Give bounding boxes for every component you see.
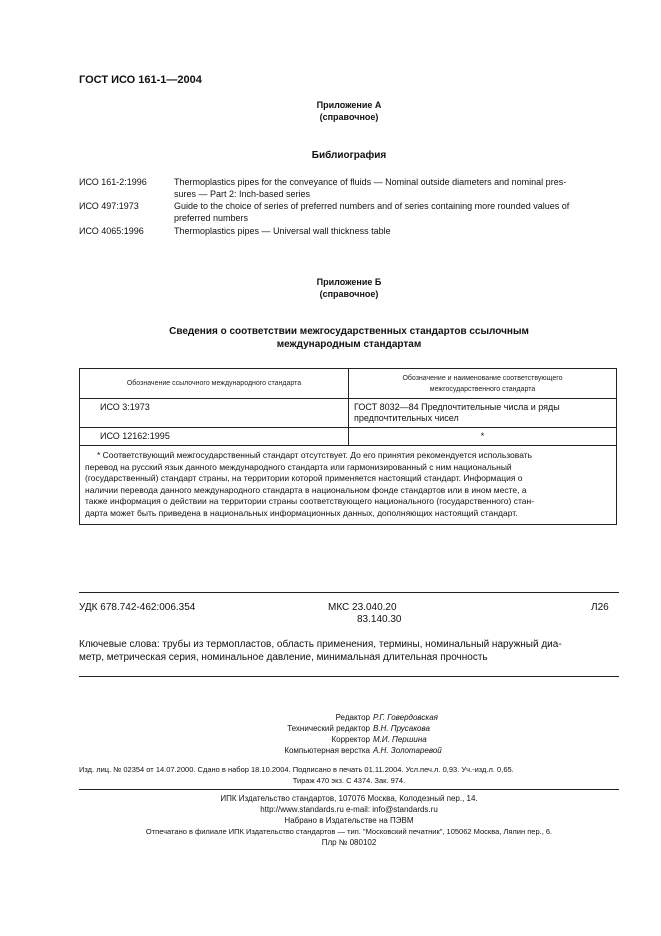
table-note-line: наличии перевода данного международного стандарта в национальном фонде стандартов или в ином месте, а [85, 484, 527, 495]
table-cell-national [349, 399, 617, 428]
udk-code: УДК 678.742-462:006.354 [79, 602, 196, 613]
table-note-row [80, 446, 617, 525]
annex-a-subtitle: (справочное) [319, 112, 379, 122]
divider [79, 789, 619, 790]
credit-role: Редактор [335, 713, 370, 722]
credit-role: Корректор [331, 735, 370, 744]
annex-b-heading-line2: международным стандартам [276, 339, 422, 350]
credit-role: Технический редактор [287, 724, 370, 733]
bibliography-text [174, 176, 619, 200]
annex-b-heading-line1: Сведения о соответствии межгосударственных стандартов ссылочным [169, 326, 529, 337]
document-code: ГОСТ ИСО 161-1—2004 [79, 74, 202, 86]
publisher-line2: http://www.standards.ru e-mail: info@standards.ru [260, 805, 438, 814]
publisher-line5: Плр № 080102 [321, 838, 377, 847]
credit-name: А.Н. Золотаревой [373, 746, 442, 755]
bibliography-item [79, 200, 619, 224]
table-cell-national: * [349, 428, 617, 446]
table-cell-national-line: ГОСТ 8032—84 Предпочтительные числа и ряды [354, 402, 560, 412]
print-info-line1: Изд. лиц. № 02354 от 14.07.2000. Сдано в набор 18.10.2004. Подписано в печать 01.11.2004. Усл.печ.л. 0,93. Уч.-изд.л. 0,65. [79, 765, 514, 774]
table-header-national-line: Обозначение и наименование соответствующего [402, 374, 563, 382]
bibliography-text-line: Thermoplastics pipes for the conveyance of fluids — Nominal outside diameters and nominal pres- [174, 177, 567, 187]
bibliography-text-line: Thermoplastics pipes — Universal wall thickness table [174, 226, 391, 236]
bibliography-item [79, 225, 619, 237]
credit-name: М.И. Першина [373, 735, 427, 744]
annex-a-title: Приложение А [316, 100, 382, 110]
table-header-row [80, 369, 617, 399]
credit-name: Р.Г. Говердовская [373, 713, 438, 722]
table-row [80, 428, 617, 446]
mks-code: МКС 23.040.20 [328, 602, 397, 613]
bibliography-text-line: sures — Part 2: Inch-based series [174, 189, 311, 199]
bibliography-text [174, 200, 619, 224]
keywords-line2: метр, метрическая серия, номинальное давление, минимальная длительная прочность [79, 652, 488, 663]
classification-code: Л26 [591, 602, 609, 613]
table-header-national-line: межгосударственного стандарта [429, 385, 536, 393]
mks-code-2: 83.140.30 [357, 614, 402, 625]
bibliography-code: ИСО 4065:1996 [79, 226, 144, 236]
table-note-line: дарта может быть приведена в национальных информационных данных, дополняющих настоящий стандарт. [85, 507, 518, 518]
table-note [80, 446, 617, 525]
table-cell-intl: ИСО 3:1973 [80, 399, 349, 428]
print-info-line2: Тираж 470 экз. С 4374. Зак. 974. [292, 776, 406, 785]
table-header-national [349, 369, 617, 399]
publisher-line1: ИПК Издательство стандартов, 107076 Москва, Колодезный пер., 14. [220, 794, 478, 803]
table-note-line: * Соответствующий межгосударственный стандарт отсутствует. До его принятия рекомендуется использовать [97, 450, 533, 460]
annex-b-title: Приложение Б [316, 277, 382, 287]
divider [79, 676, 619, 677]
correspondence-table [79, 368, 617, 525]
bibliography-text [174, 225, 619, 237]
bibliography-heading: Библиография [311, 150, 387, 161]
credit-role: Компьютерная верстка [284, 746, 370, 755]
bibliography-item [79, 176, 619, 200]
bibliography-text-line: preferred numbers [174, 213, 249, 223]
table-note-line: (государственный) стандарт страны, на территории которой применяется настоящий стандарт. Информация о [85, 473, 523, 483]
publisher-line4: Отпечатано в филиале ИПК Издательство стандартов — тип. "Московский печатник", 105062 Москва, Лялин пер., 6. [145, 827, 553, 836]
table-row [80, 399, 617, 428]
divider [79, 592, 619, 593]
table-header-intl: Обозначение ссылочного международного стандарта [80, 369, 349, 399]
credit-name: В.Н. Прусакова [373, 724, 430, 733]
bibliography-text-line: Guide to the choice of series of preferred numbers and of series containing more rounded values of [174, 201, 570, 211]
table-cell-intl: ИСО 12162:1995 [80, 428, 349, 446]
publisher-line3: Набрано в Издательстве на ПЭВМ [284, 816, 414, 825]
bibliography-code: ИСО 497:1973 [79, 201, 139, 211]
annex-b-subtitle: (справочное) [319, 289, 379, 299]
table-cell-national-line: предпочтительных чисел [354, 413, 459, 423]
table-note-line: также информация о действии на территории страны соответствующего национального (государственного) стан- [85, 496, 535, 506]
keywords-line1: Ключевые слова: трубы из термопластов, область применения, термины, номинальный наружный диа- [79, 639, 562, 650]
bibliography-code: ИСО 161-2:1996 [79, 177, 147, 187]
table-note-line: перевод на русский язык данного международного стандарта или гармонизированный с ним национальный [85, 461, 512, 472]
